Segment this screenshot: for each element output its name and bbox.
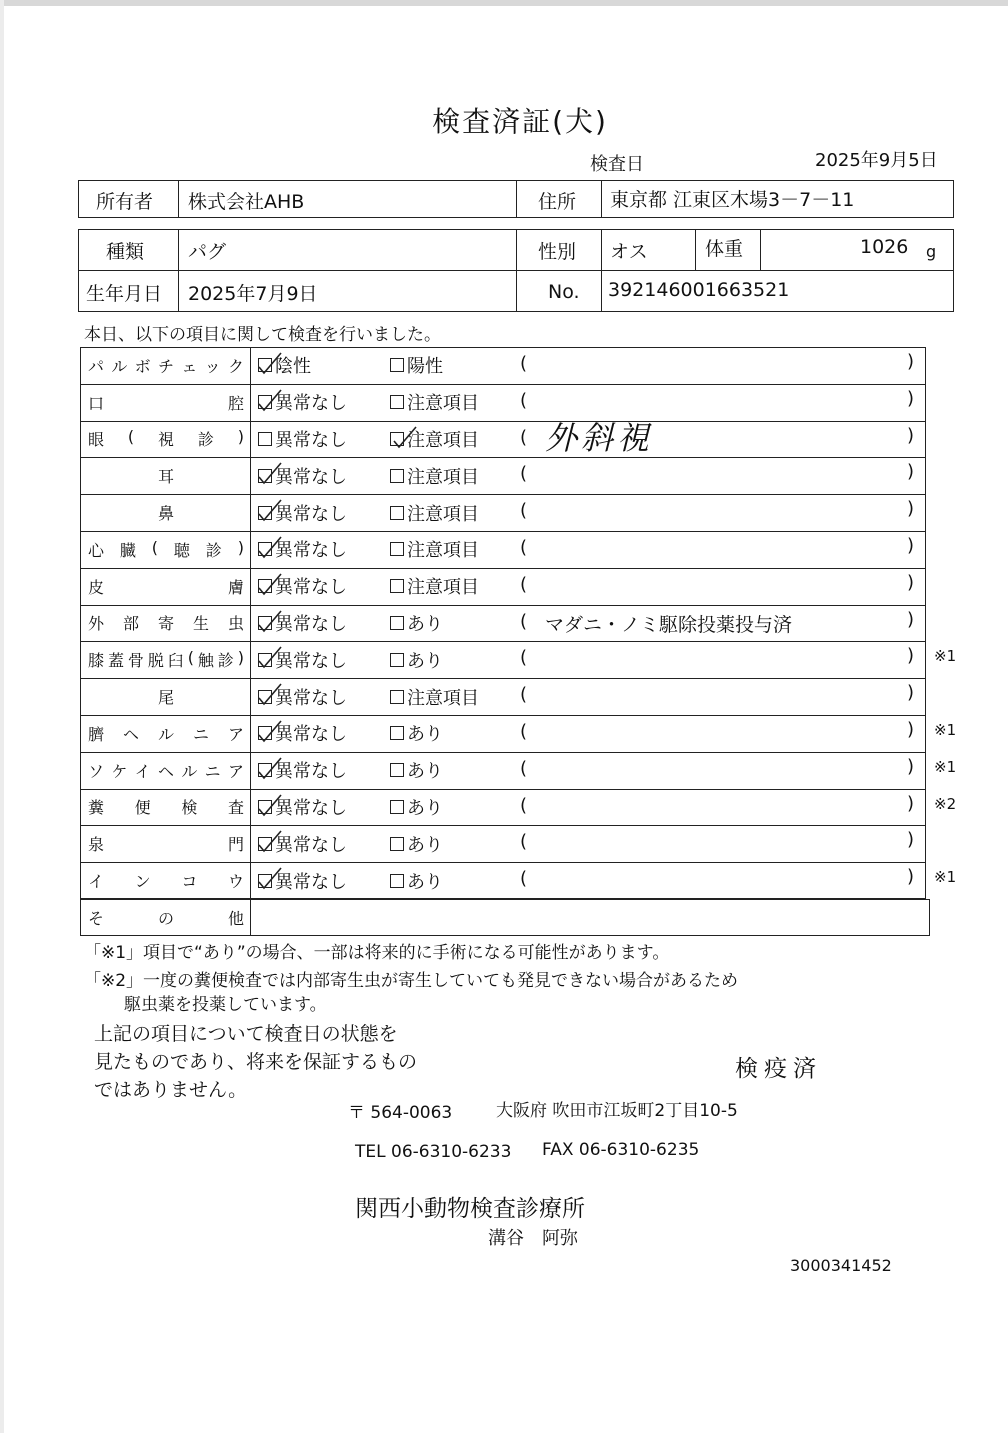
check-mark-icon	[245, 864, 285, 898]
option-label: 異常なし	[275, 687, 347, 709]
exam-item-label	[82, 789, 250, 826]
label-char: 門	[227, 835, 244, 855]
label-char: チ	[157, 356, 174, 376]
label-char: ケ	[111, 761, 128, 781]
paren-close: )	[907, 608, 915, 630]
label-char: 視	[157, 430, 174, 450]
check-mark-icon	[245, 827, 285, 861]
label-char: ン	[134, 872, 151, 892]
note-2: 「※2」一度の糞便検査では内部寄生虫が寄生していても発見できない場合があるため	[84, 971, 739, 991]
exam-item-label	[82, 678, 250, 715]
exam-item-label	[82, 641, 250, 678]
option-label: 異常なし	[275, 871, 347, 893]
footnote-mark: ※2	[934, 794, 957, 813]
option-label: 陽性	[407, 356, 443, 378]
paren-open: (	[520, 353, 528, 374]
breed-label: 種類	[106, 240, 145, 263]
label-char: )	[237, 427, 244, 447]
vet-name: 溝谷 阿弥	[488, 1228, 578, 1249]
label-char: 腔	[227, 393, 244, 413]
paren-open: (	[520, 610, 528, 632]
paren-close: )	[907, 387, 915, 409]
label-char: 心	[88, 540, 105, 560]
label-char: 診	[205, 540, 222, 560]
option-abnormal[interactable]	[390, 347, 443, 384]
label-char: ヘ	[157, 761, 174, 781]
option-label: 異常なし	[275, 797, 347, 819]
note-2-cont: 駆虫薬を投薬しています。	[124, 995, 327, 1015]
option-abnormal[interactable]	[390, 789, 443, 826]
exam-item-label	[82, 825, 250, 862]
paren-close: )	[907, 682, 915, 704]
paren-close: )	[907, 535, 915, 556]
paren-close: )	[907, 424, 915, 446]
scan-edge-top	[0, 0, 1008, 6]
checkbox-icon[interactable]	[390, 358, 404, 372]
weight-unit: g	[926, 241, 937, 261]
exam-item-label	[82, 384, 250, 421]
label-char: 耳	[157, 467, 174, 487]
note-1: 「※1」項目で“あり”の場合、一部は将来的に手術になる可能性があります。	[84, 943, 670, 963]
option-abnormal[interactable]	[390, 825, 443, 862]
clinic-tel: TEL 06-6310-6233	[355, 1142, 512, 1162]
paren-open: (	[520, 463, 528, 485]
check-mark-icon	[245, 533, 285, 567]
label-char: ヘ	[122, 724, 139, 744]
sex-value: オス	[610, 240, 648, 263]
paren-open: (	[520, 684, 528, 706]
footnote-mark: ※1	[934, 757, 957, 776]
label-char: 聴	[173, 540, 190, 560]
check-mark-icon	[245, 570, 285, 604]
checkbox-icon[interactable]	[390, 542, 404, 556]
paren-close: )	[907, 645, 915, 667]
option-label: 異常なし	[275, 393, 347, 415]
label-char: 生	[192, 614, 209, 634]
disclaimer	[94, 1020, 417, 1104]
option-label: 陰性	[275, 356, 311, 378]
option-label: 注意項目	[407, 466, 479, 488]
clinic-address: 大阪府 吹田市江坂町2丁目10-5	[496, 1101, 738, 1121]
label-char: イ	[134, 761, 151, 781]
label-char: 臓	[119, 540, 136, 560]
label-char: ク	[227, 356, 244, 376]
label-char: 鼻	[157, 504, 174, 524]
number-label: No.	[548, 281, 580, 303]
checkbox-icon[interactable]	[390, 690, 404, 704]
footnote-mark: ※1	[934, 647, 957, 666]
option-abnormal[interactable]	[390, 678, 479, 715]
scan-edge-left	[0, 0, 4, 1433]
option-label: あり	[407, 650, 443, 672]
checkbox-icon[interactable]	[258, 432, 272, 446]
label-char: 泉	[88, 835, 105, 855]
label-char: 寄	[157, 614, 174, 634]
label-char: )	[237, 648, 244, 668]
option-normal[interactable]	[258, 421, 347, 458]
label-char: 検	[181, 798, 198, 818]
option-abnormal[interactable]	[390, 457, 479, 494]
checkbox-icon[interactable]	[390, 616, 404, 630]
label-char: ボ	[134, 356, 151, 376]
paren-open: (	[520, 721, 528, 742]
option-abnormal[interactable]	[390, 752, 443, 789]
checkbox-icon[interactable]	[390, 874, 404, 888]
label-char: 虫	[227, 614, 244, 634]
clinic-fax: FAX 06-6310-6235	[542, 1140, 700, 1160]
exam-item-label	[82, 605, 250, 642]
handwritten-comment: 外斜視	[545, 418, 654, 457]
label-char: ウ	[227, 872, 244, 892]
label-char: ル	[157, 724, 174, 744]
label-char: ル	[181, 761, 198, 781]
birth-value: 2025年7月9日	[188, 282, 318, 305]
paren-open: (	[520, 500, 528, 522]
serial-number: 3000341452	[790, 1256, 892, 1275]
label-char: ア	[227, 724, 244, 744]
label-char: そ	[88, 908, 105, 928]
weight-value: 1026	[860, 236, 909, 258]
option-label: 注意項目	[407, 687, 479, 709]
exam-item-label	[82, 531, 250, 568]
quarantine-stamp: 検疫済	[735, 1056, 822, 1082]
exam-item-label	[82, 347, 250, 384]
option-label: 異常なし	[275, 834, 347, 856]
check-mark-icon	[380, 423, 420, 457]
comment-text: マダニ・ノミ駆除投薬投与済	[545, 613, 793, 636]
checkbox-icon[interactable]	[390, 763, 404, 777]
label-char: 脱	[147, 651, 164, 671]
label-char: 眼	[88, 430, 105, 450]
checkbox-icon[interactable]	[390, 837, 404, 851]
paren-open: (	[520, 647, 528, 669]
paren-close: )	[907, 461, 915, 483]
option-label: 異常なし	[275, 613, 347, 635]
exam-item-label	[82, 752, 250, 789]
weight-label: 体重	[705, 237, 744, 260]
exam-item-label	[82, 899, 250, 936]
paren-open: (	[520, 831, 528, 853]
label-char: 臼	[167, 651, 184, 671]
label-char: 糞	[88, 798, 105, 818]
option-label: 注意項目	[407, 393, 479, 415]
check-mark-icon	[245, 791, 285, 825]
label-char: ソ	[88, 761, 105, 781]
breed-value: パグ	[188, 240, 227, 263]
option-abnormal[interactable]	[390, 715, 443, 752]
label-char: ニ	[192, 724, 209, 744]
check-mark-icon	[245, 717, 285, 751]
option-abnormal[interactable]	[390, 605, 443, 642]
option-label: 異常なし	[275, 724, 347, 746]
label-char: の	[157, 908, 174, 928]
birth-label: 生年月日	[86, 282, 163, 305]
paren-open: (	[520, 537, 528, 558]
option-label: 異常なし	[275, 650, 347, 672]
label-char: (	[151, 537, 159, 557]
label-char: イ	[88, 872, 105, 892]
exam-item-label	[82, 494, 250, 531]
checkbox-icon[interactable]	[390, 506, 404, 520]
exam-item-label	[82, 715, 250, 752]
exam-item-label	[82, 862, 250, 899]
label-char: 便	[134, 798, 151, 818]
paren-close: )	[907, 498, 915, 520]
footnote-mark: ※1	[934, 721, 957, 739]
label-char: 皮	[88, 577, 105, 597]
paren-close: )	[907, 829, 915, 851]
document-title: 検査済証(犬)	[432, 105, 608, 138]
checkbox-icon[interactable]	[390, 469, 404, 483]
sex-label: 性別	[538, 240, 577, 263]
label-char: 部	[122, 614, 139, 634]
option-abnormal[interactable]	[390, 568, 479, 605]
label-char: 触	[197, 651, 214, 671]
option-label: 注意項目	[407, 540, 479, 562]
option-abnormal[interactable]	[390, 862, 443, 899]
owner-label: 所有者	[96, 190, 154, 213]
option-label: 異常なし	[275, 577, 347, 599]
paren-close: )	[907, 571, 915, 593]
disclaimer-line: ではありません。	[94, 1079, 248, 1101]
disclaimer-line: 見たものであり、将来を保証するもの	[94, 1051, 418, 1073]
checkbox-icon[interactable]	[390, 579, 404, 593]
paren-open: (	[520, 794, 528, 816]
option-label: 異常なし	[275, 503, 347, 525]
number-value: 392146001663521	[608, 279, 790, 301]
label-char: 査	[227, 798, 244, 818]
check-mark-icon	[245, 349, 285, 383]
label-char: (	[127, 427, 135, 447]
checkbox-icon[interactable]	[390, 726, 404, 740]
check-mark-icon	[245, 643, 285, 677]
paren-open: (	[520, 868, 528, 890]
label-char: コ	[181, 872, 198, 892]
paren-close: )	[907, 719, 915, 740]
exam-date-label: 検査日	[590, 154, 644, 175]
address-value: 東京都 江東区木場3－7－11	[610, 188, 855, 211]
label-char: (	[187, 648, 194, 668]
check-mark-icon	[245, 386, 285, 420]
label-char: 外	[88, 614, 105, 634]
address-label: 住所	[538, 190, 577, 213]
paren-close: )	[907, 866, 915, 888]
exam-item-label	[82, 568, 250, 605]
label-char: 骨	[127, 651, 144, 671]
option-abnormal[interactable]	[390, 384, 479, 421]
check-mark-icon	[245, 680, 285, 714]
check-mark-icon	[245, 496, 285, 530]
option-label: あり	[407, 797, 443, 819]
paren-close: )	[907, 755, 915, 777]
label-char: 口	[88, 393, 105, 413]
postal-code: 〒 564-0063	[348, 1103, 453, 1123]
option-label: あり	[407, 871, 443, 893]
label-char: 膝	[88, 651, 105, 671]
option-label: あり	[407, 613, 443, 635]
label-char: 尾	[157, 688, 174, 708]
option-abnormal[interactable]	[390, 531, 479, 568]
option-abnormal[interactable]	[390, 494, 479, 531]
disclaimer-line: 上記の項目について検査日の状態を	[94, 1023, 398, 1045]
checkbox-icon[interactable]	[390, 653, 404, 667]
exam-item-label	[82, 421, 250, 458]
paren-open: (	[520, 757, 528, 779]
check-mark-icon	[245, 459, 285, 493]
label-char: パ	[88, 356, 105, 376]
clinic-name: 関西小動物検査診療所	[355, 1196, 585, 1222]
option-label: 異常なし	[275, 429, 347, 451]
checkbox-icon[interactable]	[390, 395, 404, 409]
option-label: 異常なし	[275, 466, 347, 488]
option-label: 注意項目	[407, 503, 479, 525]
intro-text: 本日、以下の項目に関して検査を行いました。	[84, 325, 441, 345]
paren-open: (	[520, 426, 528, 448]
label-char: ェ	[181, 356, 198, 376]
option-label: 異常なし	[275, 761, 347, 783]
label-char: ア	[227, 761, 244, 781]
label-char: ル	[111, 356, 128, 376]
exam-item-label	[82, 457, 250, 494]
option-label: あり	[407, 724, 443, 746]
option-label: あり	[407, 834, 443, 856]
check-mark-icon	[245, 607, 285, 641]
label-char: 膚	[227, 577, 244, 597]
option-label: 注意項目	[407, 429, 479, 451]
owner-value: 株式会社AHB	[188, 190, 305, 213]
paren-close: )	[907, 351, 915, 372]
option-label: 注意項目	[407, 577, 479, 599]
label-char: )	[237, 537, 244, 557]
check-mark-icon	[245, 754, 285, 788]
label-char: 臍	[88, 724, 105, 744]
label-char: 診	[217, 651, 234, 671]
footnote-mark: ※1	[934, 868, 957, 887]
label-char: ニ	[204, 761, 221, 781]
option-abnormal[interactable]	[390, 641, 443, 678]
paren-close: )	[907, 792, 915, 814]
paren-open: (	[520, 573, 528, 595]
option-label: あり	[407, 761, 443, 783]
paren-open: (	[520, 389, 528, 411]
label-char: ッ	[204, 356, 221, 376]
label-char: 他	[227, 908, 244, 928]
option-label: 異常なし	[275, 540, 347, 562]
label-char: 蓋	[107, 651, 124, 671]
label-char: 診	[197, 430, 214, 450]
exam-date: 2025年9月5日	[815, 150, 938, 171]
checkbox-icon[interactable]	[390, 800, 404, 814]
